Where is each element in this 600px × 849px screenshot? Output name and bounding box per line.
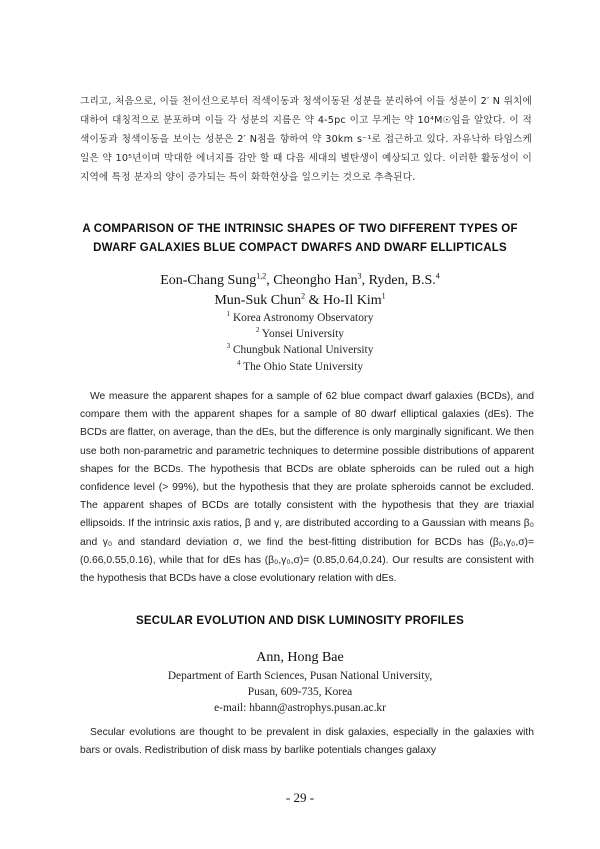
author-sep: & (305, 293, 323, 308)
author-sep: , (361, 273, 369, 288)
author-name: Ryden, B.S. (368, 273, 436, 288)
affiliation-address: Pusan, 609-735, Korea (247, 686, 353, 699)
author-sup: 1,2 (256, 271, 267, 281)
article2-title (60, 612, 540, 631)
authors-line2 (60, 291, 540, 311)
article2-authors (60, 648, 540, 668)
affiliation-name: Korea Astronomy Observatory (232, 312, 374, 324)
article1-abstract-text: We measure the apparent shapes for a sample of 62 blue compact dwarf galaxies (BCDs), and compare them with the apparent shapes for a sample of 80 dwarf elliptical galaxies (dEs). The BCDs are flatter, on average, than the dEs, but the difference is only marginally significant. We then use both non-parametric and parametric techniques to determine possible distributions of apparent shapes for the BCDs. The hypothesis that BCDs are oblate spheroids can be ruled out a high confidence level (> 99%), but the hypothesis that they are prolate spheroids cannot be excluded. The apparent shapes of BCDs are totally consistent with the hypothesis that they are triaxial ellipsoids. If the intrinsic axis ratios, β and γ, are distributed according to a Gaussian with means β₀ and γ₀ and standard deviation σ, we find the best-fitting distribution for BCDs has (β₀,γ₀,σ)= (0.66,0.55,0.16), while that for dEs has (β₀,γ₀,σ)= (0.85,0.64,0.24). Our results are consistent with the hypothesis that BCDs have a close evolutionary relation with dEs. (80, 391, 534, 585)
affiliation (60, 326, 540, 342)
korean-abstract-continuation (80, 92, 532, 187)
affiliation-number: 4 (236, 358, 241, 367)
author-sup: 3 (357, 271, 362, 281)
author-name: Cheongho Han (273, 273, 358, 288)
article1-title-line2: DWARF GALAXIES BLUE COMPACT DWARFS AND DWARF ELLIPTICALS (93, 242, 507, 254)
author-sup: 4 (435, 271, 440, 281)
korean-paragraph: 그리고, 처음으로, 이들 천이선으로부터 적색이동과 청색이동된 성분을 분리하여 이들 성분이 2′ N 위치에 대하여 대칭적으로 분포하며 이들 각 성분의 지름은 약 4-5pc 이고 무게는 약 10⁴M☉임을 알았다. 이 적색이동과 청색이동을 보이는 성분은 2′ N점을 향하여 약 30km s⁻¹로 접근하고 있다. 자유낙하 타임스케일은 약 10⁵년이며 막대한 에너지를 감안 할 때 다음 세대의 별탄생이 예상되고 있다. 이러한 활동성이 이 지역에 특정 분자의 양이 증가되는 특이 화학현상을 일으키는 것으로 추측된다. (80, 96, 532, 183)
article1-title (60, 220, 540, 258)
article2-title-text: SECULAR EVOLUTION AND DISK LUMINOSITY PROFILES (135, 615, 465, 627)
article1-affiliations (60, 310, 540, 375)
article1-title-line1: A COMPARISON OF THE INTRINSIC SHAPES OF TWO DIFFERENT TYPES OF (82, 223, 518, 235)
affiliation-number: 3 (226, 342, 231, 351)
article2-abstract-text: Secular evolutions are thought to be prevalent in disk galaxies, especially in the galaxies with bars or ovals. Redistribution of disk mass by barlike potentials changes galaxy (80, 727, 534, 757)
article1-abstract (80, 388, 534, 588)
author-sep: , (266, 273, 274, 288)
affiliation-name: Yonsei University (261, 328, 344, 341)
article2-abstract (80, 724, 534, 760)
author-name: Ho-Il Kim (322, 293, 382, 308)
affiliation-number: 2 (255, 326, 260, 335)
affiliation-name: The Ohio State University (243, 360, 364, 373)
affiliation (60, 342, 540, 358)
affiliation-email: e-mail: hbann@astrophys.pusan.ac.kr (214, 702, 386, 715)
author-sup: 2 (301, 291, 306, 301)
authors-line1 (60, 271, 540, 291)
author-name: Ann, Hong Bae (256, 650, 344, 665)
affiliation-number: 1 (226, 310, 231, 319)
article1-authors (60, 271, 540, 311)
affiliation (60, 310, 540, 326)
affiliation (60, 359, 540, 375)
affiliation-department: Department of Earth Sciences, Pusan National University, (167, 670, 433, 682)
affiliation-name: Chungbuk National University (232, 344, 374, 357)
author-name: Eon-Chang Sung (160, 273, 257, 288)
page-number: - 29 - (285, 790, 315, 805)
author-sup: 1 (381, 291, 386, 301)
article2-affiliation (60, 668, 540, 717)
author-name: Mun-Suk Chun (214, 293, 302, 308)
